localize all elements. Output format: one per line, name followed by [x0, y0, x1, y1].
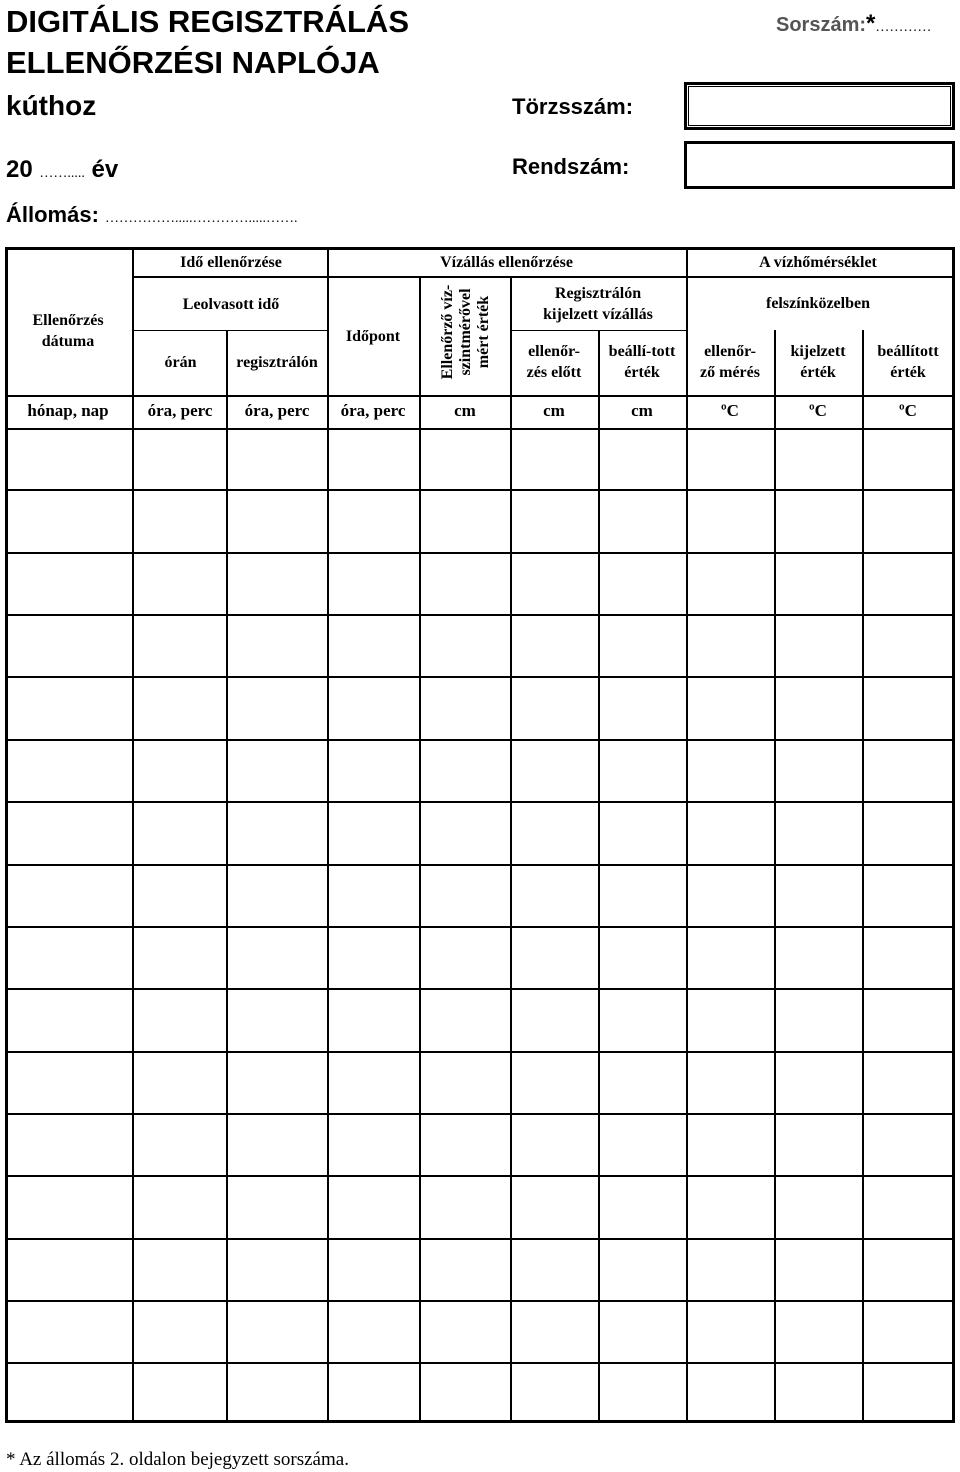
- table-row-line: [5, 552, 955, 554]
- allomas-field[interactable]: [6, 202, 298, 228]
- unit-cell: cm: [543, 401, 565, 420]
- table-row-line: [5, 739, 955, 741]
- col-beallitott-viz: beállí-tott érték: [608, 343, 676, 381]
- title-line-1: DIGITÁLIS REGISZTRÁLÁS: [6, 4, 409, 39]
- rendszam-label: Rendszám:: [512, 154, 630, 179]
- table-row-line: [5, 1362, 955, 1364]
- col-ellenorzo-vizszint: Ellenőrző víz-szintmérővel mért érték: [439, 284, 492, 380]
- col-kijelzett-ertek: kijelzett érték: [790, 343, 846, 381]
- col-ellenorzes-elott: ellenőr-zés előtt: [526, 343, 582, 381]
- table-row-line: [5, 988, 955, 990]
- unit-cell: óra, perc: [244, 401, 310, 420]
- unit-cell: cm: [631, 401, 653, 420]
- units-top-line: [5, 395, 955, 397]
- table-border-right: [952, 247, 955, 1423]
- column-line: [419, 276, 421, 1423]
- column-line: [132, 247, 134, 1423]
- table-row-line: [5, 676, 955, 678]
- sorszam-field[interactable]: [776, 10, 931, 38]
- group-vizho: A vízhőmérséklet: [759, 253, 877, 271]
- table-border-left: [5, 247, 8, 1423]
- col-beallitott-ho: beállított érték: [877, 343, 939, 381]
- unit-cell: cm: [454, 401, 476, 420]
- leolvasott-divider: [132, 330, 327, 331]
- col-idopont: Időpont: [345, 327, 401, 345]
- col-leolvasott-ido: Leolvasott idő: [182, 295, 280, 313]
- unit-cell: óra, perc: [147, 401, 213, 420]
- col-regisztralon-kijelzett: Regisztrálón kijelzett vízállás: [543, 285, 653, 323]
- allomas-dots: …………….....………….....…….: [105, 211, 298, 226]
- unit-cell: ºC: [809, 401, 827, 420]
- column-line: [862, 330, 864, 1423]
- column-line: [226, 330, 228, 1423]
- sorszam-dots: …………: [875, 20, 932, 35]
- table-row-line: [5, 1300, 955, 1302]
- col-oran: órán: [164, 353, 197, 371]
- table-row-line: [5, 926, 955, 928]
- col-datum: Ellenőrzés dátuma: [32, 312, 104, 350]
- year-field[interactable]: [6, 156, 118, 184]
- header-group-divider: [132, 276, 955, 278]
- column-line: [774, 330, 776, 1423]
- table-row-line: [5, 1238, 955, 1240]
- year-dots: …….....: [39, 166, 85, 181]
- year-suffix: év: [91, 156, 119, 183]
- table-row-line: [5, 801, 955, 803]
- unit-cell: óra, perc: [340, 401, 406, 420]
- column-line: [686, 247, 688, 1423]
- unit-cell: hónap, nap: [27, 401, 109, 420]
- title-line-2: ELLENŐRZÉSI NAPLÓJA: [6, 45, 380, 80]
- sorszam-star: *: [866, 10, 876, 37]
- subtitle: kúthoz: [6, 90, 97, 121]
- footnote: * Az állomás 2. oldalon bejegyzett sorszáma.: [6, 1449, 349, 1470]
- group-ido: Idő ellenőrzése: [180, 253, 282, 271]
- table-row-line: [5, 1175, 955, 1177]
- column-line: [598, 330, 600, 1423]
- unit-cell: ºC: [899, 401, 917, 420]
- table-row-line: [5, 1051, 955, 1053]
- column-line: [327, 247, 329, 1423]
- col-ellenorzo-meres: ellenőr-ző mérés: [700, 343, 760, 381]
- table-row-line: [5, 1113, 955, 1115]
- torzsszam-label: Törzsszám:: [512, 94, 634, 119]
- col-felszinkozelben: felszínközelben: [766, 294, 870, 312]
- unit-cell: ºC: [721, 401, 739, 420]
- sorszam-label: Sorszám:: [776, 14, 867, 36]
- table-row-line: [5, 614, 955, 616]
- rendszam-input-box[interactable]: [684, 141, 955, 189]
- torzsszam-inner-border: [688, 86, 951, 126]
- allomas-label: Állomás:: [6, 202, 99, 227]
- table-row-line: [5, 489, 955, 491]
- table-border-bottom: [5, 1420, 955, 1423]
- year-prefix: 20: [6, 156, 33, 183]
- group-vizallas: Vízállás ellenőrzése: [440, 253, 573, 271]
- table-row-line: [5, 864, 955, 866]
- units-bottom-line: [5, 428, 955, 430]
- col-regisztralon: regisztrálón: [236, 353, 318, 371]
- column-line: [510, 276, 512, 1423]
